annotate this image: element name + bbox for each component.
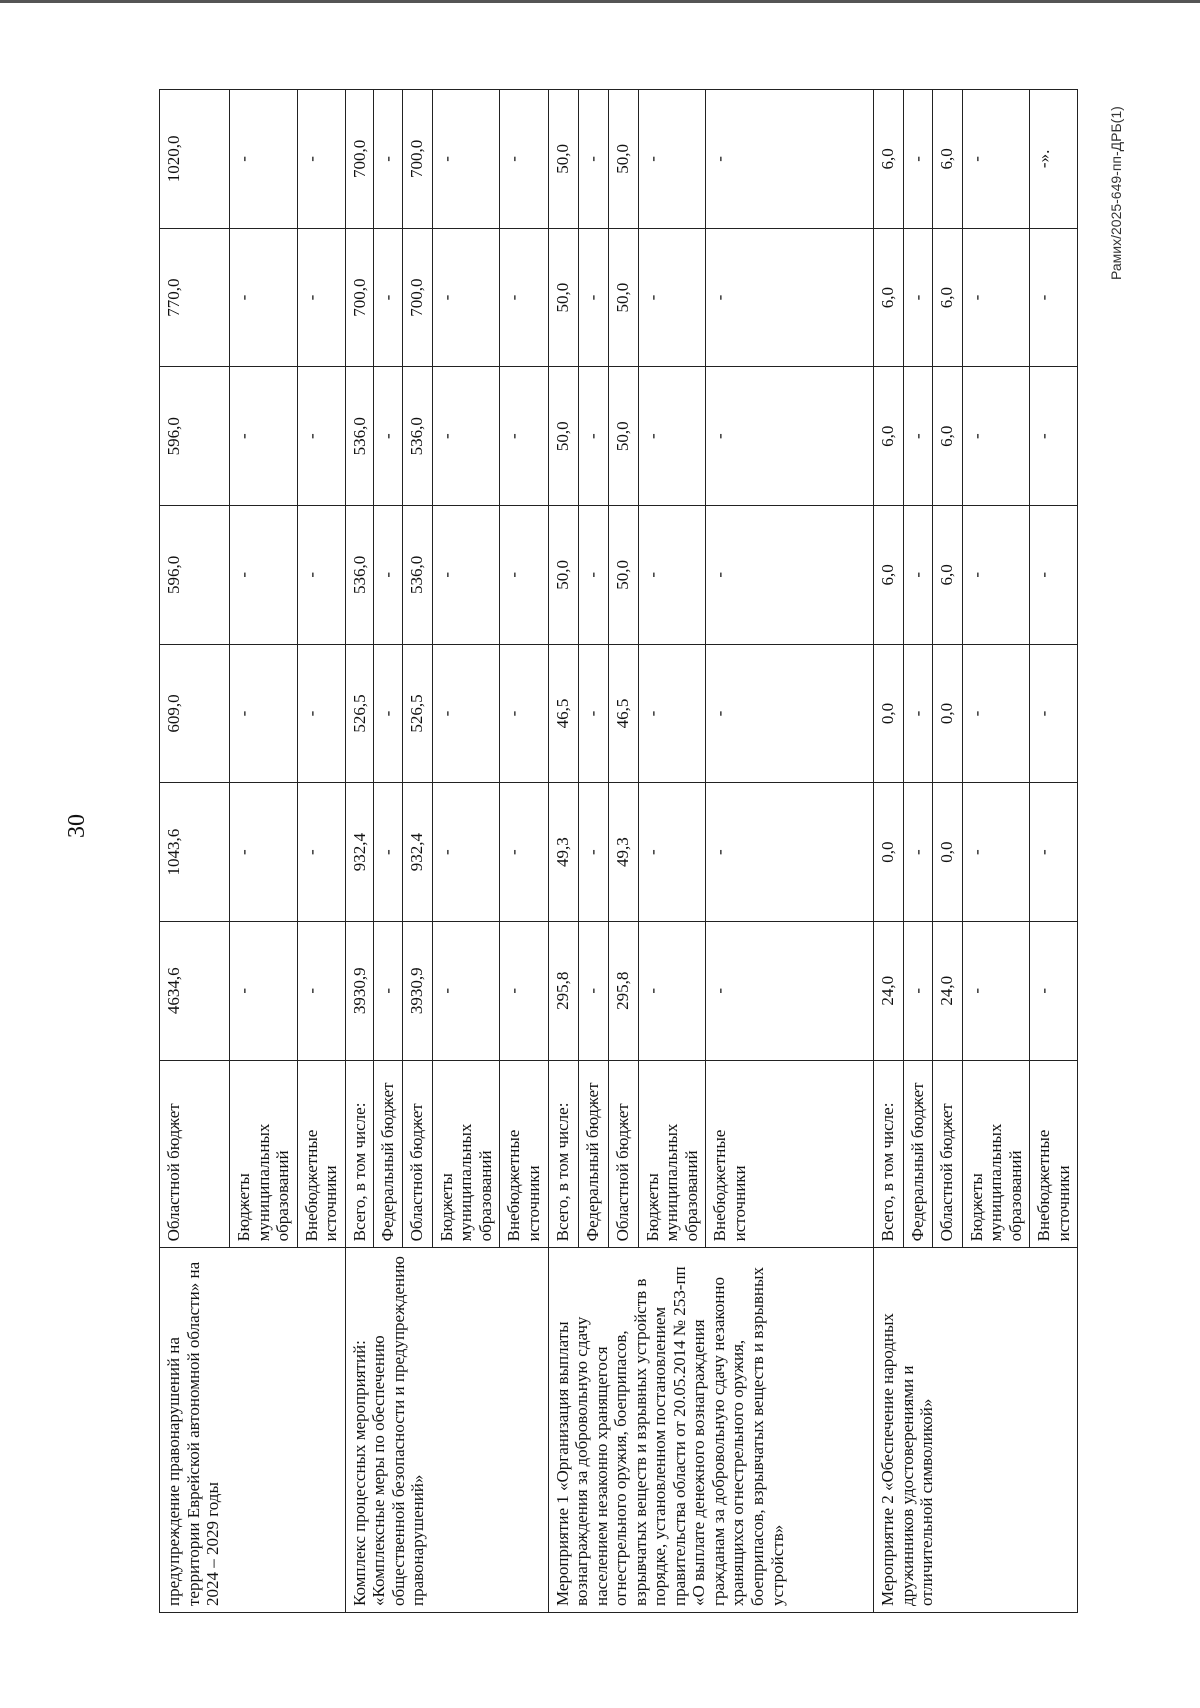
value-cell: - bbox=[706, 90, 874, 229]
value-cell: 0,0 bbox=[874, 644, 904, 783]
value-cell: 700,0 bbox=[402, 90, 432, 229]
budget-table-rotated bbox=[159, 89, 1073, 1613]
value-cell: 932,4 bbox=[402, 783, 432, 922]
value-cell: - bbox=[374, 506, 403, 645]
source-cell: Внебюджетные источники bbox=[706, 1060, 874, 1248]
value-cell: 6,0 bbox=[932, 367, 962, 506]
source-cell: Бюджеты муниципальных образований bbox=[230, 1060, 298, 1248]
value-cell: - bbox=[1030, 228, 1078, 367]
source-cell: Областной бюджет bbox=[160, 1060, 230, 1248]
source-cell: Всего, в том числе: bbox=[345, 1060, 374, 1248]
value-cell: 50,0 bbox=[608, 90, 638, 229]
value-cell: - bbox=[962, 367, 1030, 506]
value-cell: -». bbox=[1030, 90, 1078, 229]
value-cell: 6,0 bbox=[932, 228, 962, 367]
value-cell: - bbox=[1030, 783, 1078, 922]
table-row bbox=[160, 90, 230, 1613]
table-row bbox=[345, 90, 374, 1613]
source-cell: Внебюджетные источники bbox=[1030, 1060, 1078, 1248]
value-cell: - bbox=[962, 228, 1030, 367]
value-cell: - bbox=[706, 506, 874, 645]
value-cell: - bbox=[374, 367, 403, 506]
value-cell: - bbox=[432, 367, 500, 506]
value-cell: - bbox=[230, 228, 298, 367]
value-cell: - bbox=[374, 783, 403, 922]
value-cell: - bbox=[904, 367, 933, 506]
budget-table bbox=[159, 89, 1078, 1613]
source-cell: Бюджеты муниципальных образований bbox=[962, 1060, 1030, 1248]
value-cell: 0,0 bbox=[932, 644, 962, 783]
value-cell: 6,0 bbox=[932, 506, 962, 645]
budget-table-body bbox=[160, 90, 1078, 1613]
value-cell: - bbox=[638, 921, 706, 1060]
value-cell: - bbox=[904, 228, 933, 367]
value-cell: 609,0 bbox=[160, 644, 230, 783]
value-cell: - bbox=[1030, 921, 1078, 1060]
value-cell: - bbox=[297, 644, 345, 783]
source-cell: Областной бюджет bbox=[402, 1060, 432, 1248]
source-cell: Внебюджетные источники bbox=[500, 1060, 548, 1248]
value-cell: - bbox=[297, 90, 345, 229]
value-cell: - bbox=[1030, 506, 1078, 645]
value-cell: - bbox=[230, 783, 298, 922]
value-cell: - bbox=[962, 90, 1030, 229]
value-cell: - bbox=[962, 921, 1030, 1060]
source-cell: Внебюджетные источники bbox=[297, 1060, 345, 1248]
value-cell: - bbox=[904, 90, 933, 229]
value-cell: - bbox=[706, 644, 874, 783]
value-cell: - bbox=[297, 921, 345, 1060]
value-cell: - bbox=[638, 783, 706, 922]
value-cell: - bbox=[374, 644, 403, 783]
value-cell: 50,0 bbox=[608, 367, 638, 506]
value-cell: 46,5 bbox=[548, 644, 578, 783]
value-cell: - bbox=[432, 644, 500, 783]
value-cell: 6,0 bbox=[874, 90, 904, 229]
table-row bbox=[548, 90, 578, 1613]
value-cell: - bbox=[638, 644, 706, 783]
value-cell: 0,0 bbox=[874, 783, 904, 922]
value-cell: 932,4 bbox=[345, 783, 374, 922]
source-cell: Федеральный бюджет bbox=[374, 1060, 403, 1248]
value-cell: - bbox=[500, 367, 548, 506]
value-cell: - bbox=[432, 228, 500, 367]
value-cell: 3930,9 bbox=[345, 921, 374, 1060]
top-border-line bbox=[0, 0, 1200, 3]
value-cell: - bbox=[500, 506, 548, 645]
value-cell: 50,0 bbox=[608, 228, 638, 367]
value-cell: - bbox=[230, 921, 298, 1060]
value-cell: 6,0 bbox=[874, 506, 904, 645]
value-cell: - bbox=[706, 228, 874, 367]
value-cell: 700,0 bbox=[402, 228, 432, 367]
value-cell: 295,8 bbox=[608, 921, 638, 1060]
value-cell: 596,0 bbox=[160, 367, 230, 506]
value-cell: 49,3 bbox=[548, 783, 578, 922]
source-cell: Областной бюджет bbox=[932, 1060, 962, 1248]
complex-name-cell: Комплекс процессных мероприятий: «Комплексные меры по обеспечению общественной безопасности и предупреждению правонарушений» bbox=[345, 1248, 548, 1613]
program-name-cell: предупреждение правонарушений на территории Еврейской автономной области» на 2024 – 2029 годы bbox=[160, 1248, 346, 1613]
value-cell: - bbox=[904, 921, 933, 1060]
value-cell: - bbox=[578, 644, 608, 783]
value-cell: - bbox=[432, 506, 500, 645]
value-cell: - bbox=[230, 506, 298, 645]
source-cell: Бюджеты муниципальных образований bbox=[638, 1060, 706, 1248]
value-cell: - bbox=[432, 90, 500, 229]
value-cell: 24,0 bbox=[874, 921, 904, 1060]
value-cell: - bbox=[638, 90, 706, 229]
value-cell: - bbox=[578, 783, 608, 922]
value-cell: - bbox=[297, 228, 345, 367]
value-cell: - bbox=[1030, 644, 1078, 783]
source-cell: Областной бюджет bbox=[608, 1060, 638, 1248]
value-cell: - bbox=[374, 90, 403, 229]
measure-1-name-cell: Мероприятие 1 «Организация выплаты вознаграждения за добровольную сдачу населением незаконно хранящегося огнестрельного оружия, боеприпасов, взрывчатых веществ и взрывных устройств в порядке, установленном постановлением правительства области от 20.05.2014 № 253-пп «О выплате денежного вознаграждения гражданам за добровольную сдачу незаконно хранящихся огнестрельного оружия, боеприпасов, взрывчатых веществ и взрывных устройств» bbox=[548, 1248, 874, 1613]
value-cell: - bbox=[230, 367, 298, 506]
value-cell: 6,0 bbox=[932, 90, 962, 229]
value-cell: 770,0 bbox=[160, 228, 230, 367]
value-cell: - bbox=[638, 228, 706, 367]
measure-2-name-cell: Мероприятие 2 «Обеспечение народных дружинников удостоверениями и отличительной символикой» bbox=[874, 1248, 1078, 1613]
value-cell: 596,0 bbox=[160, 506, 230, 645]
value-cell: - bbox=[578, 506, 608, 645]
value-cell: 700,0 bbox=[345, 228, 374, 367]
value-cell: 50,0 bbox=[608, 506, 638, 645]
value-cell: - bbox=[904, 644, 933, 783]
value-cell: 1020,0 bbox=[160, 90, 230, 229]
value-cell: - bbox=[578, 228, 608, 367]
source-cell: Всего, в том числе: bbox=[548, 1060, 578, 1248]
value-cell: 1043,6 bbox=[160, 783, 230, 922]
value-cell: - bbox=[230, 90, 298, 229]
value-cell: 526,5 bbox=[345, 644, 374, 783]
value-cell: 0,0 bbox=[932, 783, 962, 922]
value-cell: - bbox=[638, 367, 706, 506]
value-cell: 50,0 bbox=[548, 228, 578, 367]
value-cell: 295,8 bbox=[548, 921, 578, 1060]
value-cell: - bbox=[374, 921, 403, 1060]
value-cell: 536,0 bbox=[402, 367, 432, 506]
value-cell: - bbox=[578, 921, 608, 1060]
value-cell: 700,0 bbox=[345, 90, 374, 229]
value-cell: - bbox=[500, 644, 548, 783]
value-cell: - bbox=[297, 367, 345, 506]
value-cell: 6,0 bbox=[874, 228, 904, 367]
source-cell: Бюджеты муниципальных образований bbox=[432, 1060, 500, 1248]
value-cell: - bbox=[297, 783, 345, 922]
value-cell: 24,0 bbox=[932, 921, 962, 1060]
source-cell: Федеральный бюджет bbox=[904, 1060, 933, 1248]
value-cell: 50,0 bbox=[548, 90, 578, 229]
table-row bbox=[874, 90, 904, 1613]
source-cell: Всего, в том числе: bbox=[874, 1060, 904, 1248]
value-cell: - bbox=[500, 921, 548, 1060]
value-cell: - bbox=[432, 783, 500, 922]
value-cell: 6,0 bbox=[874, 367, 904, 506]
value-cell: - bbox=[297, 506, 345, 645]
value-cell: - bbox=[374, 228, 403, 367]
value-cell: 49,3 bbox=[608, 783, 638, 922]
value-cell: 50,0 bbox=[548, 367, 578, 506]
value-cell: - bbox=[578, 367, 608, 506]
value-cell: 536,0 bbox=[402, 506, 432, 645]
value-cell: - bbox=[230, 644, 298, 783]
page-number: 30 bbox=[64, 814, 90, 838]
source-cell: Федеральный бюджет bbox=[578, 1060, 608, 1248]
value-cell: 46,5 bbox=[608, 644, 638, 783]
value-cell: - bbox=[500, 228, 548, 367]
value-cell: - bbox=[1030, 367, 1078, 506]
value-cell: 4634,6 bbox=[160, 921, 230, 1060]
value-cell: 3930,9 bbox=[402, 921, 432, 1060]
value-cell: - bbox=[500, 90, 548, 229]
value-cell: - bbox=[500, 783, 548, 922]
value-cell: 526,5 bbox=[402, 644, 432, 783]
value-cell: - bbox=[578, 90, 608, 229]
value-cell: - bbox=[962, 644, 1030, 783]
value-cell: - bbox=[638, 506, 706, 645]
value-cell: - bbox=[706, 367, 874, 506]
value-cell: 536,0 bbox=[345, 367, 374, 506]
value-cell: - bbox=[904, 783, 933, 922]
value-cell: - bbox=[432, 921, 500, 1060]
document-code: Рамих/2025-649-пп-ДРБ(1) bbox=[1108, 106, 1124, 280]
value-cell: 50,0 bbox=[548, 506, 578, 645]
value-cell: 536,0 bbox=[345, 506, 374, 645]
value-cell: - bbox=[904, 506, 933, 645]
value-cell: - bbox=[962, 506, 1030, 645]
value-cell: - bbox=[962, 783, 1030, 922]
value-cell: - bbox=[706, 921, 874, 1060]
value-cell: - bbox=[706, 783, 874, 922]
